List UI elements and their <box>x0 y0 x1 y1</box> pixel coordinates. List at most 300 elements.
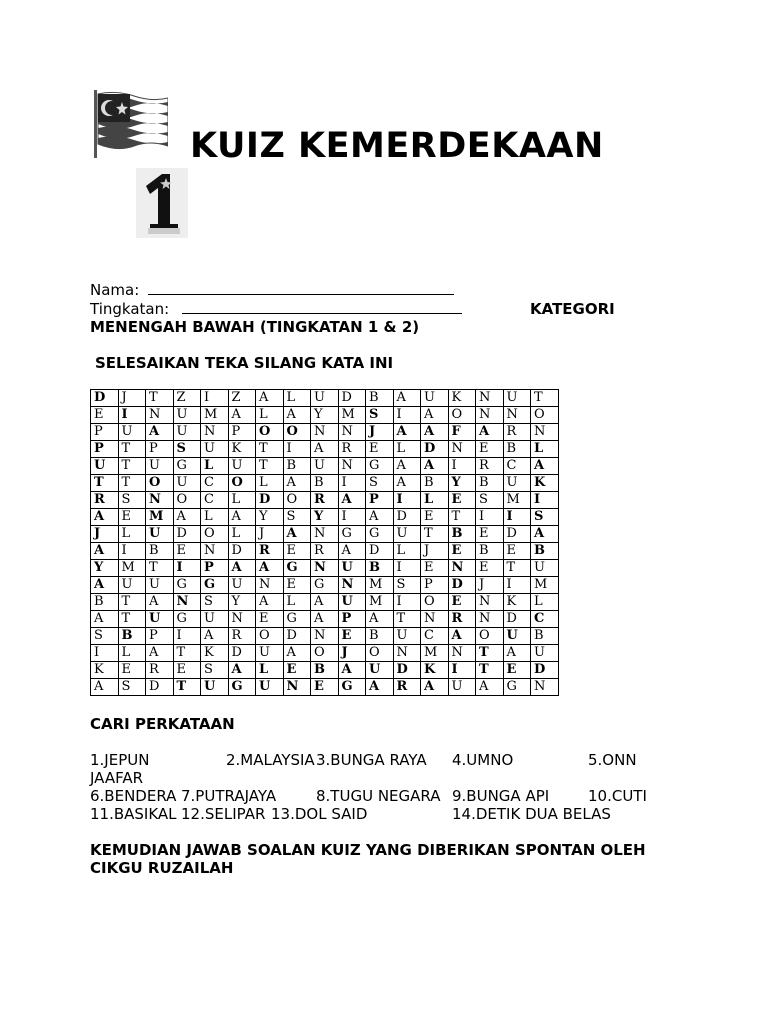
grid-cell[interactable]: U <box>503 628 531 645</box>
grid-cell[interactable]: T <box>173 645 201 662</box>
grid-cell[interactable]: I <box>283 441 311 458</box>
grid-cell[interactable]: J <box>118 390 146 407</box>
grid-cell[interactable]: S <box>91 628 119 645</box>
grid-cell[interactable]: P <box>228 424 256 441</box>
grid-cell[interactable]: G <box>173 458 201 475</box>
grid-cell[interactable]: A <box>256 594 284 611</box>
grid-cell[interactable]: Z <box>228 390 256 407</box>
grid-cell[interactable]: G <box>173 611 201 628</box>
grid-cell[interactable]: U <box>146 611 174 628</box>
grid-cell[interactable]: N <box>393 645 421 662</box>
grid-cell[interactable]: I <box>173 560 201 577</box>
grid-cell[interactable]: A <box>421 458 449 475</box>
grid-cell[interactable]: A <box>338 543 366 560</box>
grid-cell[interactable]: U <box>311 458 339 475</box>
grid-cell[interactable]: U <box>338 560 366 577</box>
grid-cell[interactable]: E <box>421 509 449 526</box>
grid-cell[interactable]: A <box>91 611 119 628</box>
grid-cell[interactable]: N <box>476 390 504 407</box>
grid-cell[interactable]: B <box>503 441 531 458</box>
grid-cell[interactable]: L <box>393 543 421 560</box>
grid-cell[interactable]: N <box>531 424 559 441</box>
grid-cell[interactable]: A <box>421 407 449 424</box>
grid-cell[interactable]: Y <box>311 509 339 526</box>
grid-cell[interactable]: A <box>476 424 504 441</box>
grid-cell[interactable]: L <box>283 390 311 407</box>
grid-cell[interactable]: M <box>503 492 531 509</box>
grid-cell[interactable]: N <box>476 407 504 424</box>
grid-cell[interactable]: G <box>283 560 311 577</box>
grid-cell[interactable]: A <box>503 645 531 662</box>
grid-cell[interactable]: A <box>531 526 559 543</box>
grid-cell[interactable]: B <box>283 458 311 475</box>
grid-cell[interactable]: D <box>256 492 284 509</box>
grid-cell[interactable]: N <box>173 594 201 611</box>
grid-cell[interactable]: L <box>531 594 559 611</box>
grid-cell[interactable]: L <box>256 475 284 492</box>
grid-cell[interactable]: O <box>311 645 339 662</box>
grid-cell[interactable]: O <box>201 526 229 543</box>
grid-cell[interactable]: P <box>91 424 119 441</box>
grid-cell[interactable]: E <box>476 526 504 543</box>
grid-cell[interactable]: A <box>228 407 256 424</box>
grid-cell[interactable]: Y <box>91 560 119 577</box>
grid-cell[interactable]: A <box>91 679 119 696</box>
grid-cell[interactable]: O <box>146 475 174 492</box>
grid-cell[interactable]: I <box>173 628 201 645</box>
grid-cell[interactable]: M <box>146 509 174 526</box>
grid-cell[interactable]: Y <box>311 407 339 424</box>
grid-cell[interactable]: T <box>146 560 174 577</box>
grid-cell[interactable]: G <box>283 611 311 628</box>
grid-cell[interactable]: R <box>311 543 339 560</box>
grid-cell[interactable]: I <box>393 407 421 424</box>
grid-cell[interactable]: T <box>448 509 476 526</box>
grid-cell[interactable]: N <box>311 526 339 543</box>
grid-cell[interactable]: U <box>146 526 174 543</box>
grid-cell[interactable]: E <box>283 577 311 594</box>
grid-cell[interactable]: B <box>531 628 559 645</box>
grid-cell[interactable]: S <box>201 662 229 679</box>
grid-cell[interactable]: A <box>146 594 174 611</box>
grid-cell[interactable]: E <box>91 407 119 424</box>
grid-cell[interactable]: T <box>173 679 201 696</box>
grid-cell[interactable]: Z <box>173 390 201 407</box>
grid-cell[interactable]: O <box>531 407 559 424</box>
grid-cell[interactable]: A <box>228 560 256 577</box>
grid-cell[interactable]: R <box>338 441 366 458</box>
grid-cell[interactable]: U <box>393 526 421 543</box>
grid-cell[interactable]: J <box>338 645 366 662</box>
grid-cell[interactable]: N <box>311 628 339 645</box>
grid-cell[interactable]: P <box>338 611 366 628</box>
grid-cell[interactable]: M <box>338 407 366 424</box>
grid-cell[interactable]: U <box>338 594 366 611</box>
grid-cell[interactable]: E <box>421 560 449 577</box>
grid-cell[interactable]: B <box>448 526 476 543</box>
grid-cell[interactable]: G <box>228 679 256 696</box>
grid-cell[interactable]: A <box>283 526 311 543</box>
grid-cell[interactable]: K <box>91 662 119 679</box>
grid-cell[interactable]: I <box>118 407 146 424</box>
grid-cell[interactable]: O <box>366 645 394 662</box>
grid-cell[interactable]: N <box>201 543 229 560</box>
grid-cell[interactable]: Y <box>228 594 256 611</box>
grid-cell[interactable]: A <box>421 679 449 696</box>
grid-cell[interactable]: A <box>283 407 311 424</box>
grid-cell[interactable]: N <box>201 424 229 441</box>
grid-cell[interactable]: A <box>338 662 366 679</box>
grid-cell[interactable]: N <box>448 645 476 662</box>
grid-cell[interactable]: U <box>256 645 284 662</box>
grid-cell[interactable]: L <box>118 526 146 543</box>
grid-cell[interactable]: R <box>393 679 421 696</box>
grid-cell[interactable]: A <box>393 390 421 407</box>
grid-cell[interactable]: O <box>421 594 449 611</box>
grid-cell[interactable]: I <box>338 475 366 492</box>
grid-cell[interactable]: U <box>366 662 394 679</box>
grid-cell[interactable]: G <box>503 679 531 696</box>
grid-cell[interactable]: B <box>91 594 119 611</box>
grid-cell[interactable]: E <box>311 679 339 696</box>
grid-cell[interactable]: I <box>503 577 531 594</box>
grid-cell[interactable]: I <box>201 390 229 407</box>
grid-cell[interactable]: S <box>531 509 559 526</box>
grid-cell[interactable]: T <box>256 458 284 475</box>
grid-cell[interactable]: A <box>366 679 394 696</box>
grid-cell[interactable]: C <box>503 458 531 475</box>
grid-cell[interactable]: M <box>366 577 394 594</box>
grid-cell[interactable]: I <box>476 509 504 526</box>
grid-cell[interactable]: K <box>503 594 531 611</box>
grid-cell[interactable]: D <box>146 679 174 696</box>
grid-cell[interactable]: S <box>173 441 201 458</box>
grid-cell[interactable]: D <box>173 526 201 543</box>
grid-cell[interactable]: U <box>256 679 284 696</box>
grid-cell[interactable]: K <box>228 441 256 458</box>
grid-cell[interactable]: D <box>393 509 421 526</box>
grid-cell[interactable]: D <box>91 390 119 407</box>
grid-cell[interactable]: A <box>393 458 421 475</box>
grid-cell[interactable]: P <box>146 441 174 458</box>
grid-cell[interactable]: U <box>448 679 476 696</box>
grid-cell[interactable]: N <box>256 577 284 594</box>
grid-cell[interactable]: U <box>228 577 256 594</box>
grid-cell[interactable]: D <box>366 543 394 560</box>
grid-cell[interactable]: I <box>393 594 421 611</box>
grid-cell[interactable]: N <box>421 611 449 628</box>
grid-cell[interactable]: B <box>366 628 394 645</box>
grid-cell[interactable]: R <box>256 543 284 560</box>
grid-cell[interactable]: T <box>118 611 146 628</box>
grid-cell[interactable]: D <box>283 628 311 645</box>
grid-cell[interactable]: O <box>173 492 201 509</box>
grid-cell[interactable]: S <box>201 594 229 611</box>
grid-cell[interactable]: T <box>476 662 504 679</box>
grid-cell[interactable]: A <box>338 492 366 509</box>
grid-cell[interactable]: S <box>366 475 394 492</box>
grid-cell[interactable]: A <box>91 509 119 526</box>
grid-cell[interactable]: U <box>228 458 256 475</box>
grid-cell[interactable]: L <box>283 594 311 611</box>
grid-cell[interactable]: C <box>421 628 449 645</box>
grid-cell[interactable]: O <box>256 424 284 441</box>
grid-cell[interactable]: N <box>338 577 366 594</box>
grid-cell[interactable]: N <box>228 611 256 628</box>
grid-cell[interactable]: P <box>146 628 174 645</box>
grid-cell[interactable]: E <box>173 543 201 560</box>
grid-cell[interactable]: L <box>421 492 449 509</box>
grid-cell[interactable]: B <box>531 543 559 560</box>
grid-cell[interactable]: L <box>256 662 284 679</box>
grid-cell[interactable]: A <box>311 594 339 611</box>
grid-cell[interactable]: L <box>256 407 284 424</box>
nama-field[interactable] <box>148 282 454 295</box>
grid-cell[interactable]: K <box>531 475 559 492</box>
grid-cell[interactable]: U <box>531 560 559 577</box>
grid-cell[interactable]: E <box>338 628 366 645</box>
grid-cell[interactable]: A <box>201 628 229 645</box>
grid-cell[interactable]: A <box>393 475 421 492</box>
grid-cell[interactable]: U <box>393 628 421 645</box>
grid-cell[interactable]: N <box>283 679 311 696</box>
grid-cell[interactable]: A <box>173 509 201 526</box>
grid-cell[interactable]: D <box>531 662 559 679</box>
grid-cell[interactable]: O <box>476 628 504 645</box>
grid-cell[interactable]: Y <box>448 475 476 492</box>
grid-cell[interactable]: U <box>173 424 201 441</box>
grid-cell[interactable]: U <box>531 645 559 662</box>
grid-cell[interactable]: O <box>448 407 476 424</box>
grid-cell[interactable]: N <box>448 560 476 577</box>
grid-cell[interactable]: L <box>201 458 229 475</box>
grid-cell[interactable]: G <box>366 458 394 475</box>
grid-cell[interactable]: U <box>503 475 531 492</box>
grid-cell[interactable]: A <box>283 645 311 662</box>
grid-cell[interactable]: B <box>366 560 394 577</box>
grid-cell[interactable]: A <box>421 424 449 441</box>
grid-cell[interactable]: M <box>421 645 449 662</box>
grid-cell[interactable]: A <box>531 458 559 475</box>
grid-cell[interactable]: P <box>421 577 449 594</box>
grid-cell[interactable]: I <box>448 662 476 679</box>
grid-cell[interactable]: U <box>173 407 201 424</box>
grid-cell[interactable]: G <box>311 577 339 594</box>
grid-cell[interactable]: E <box>283 543 311 560</box>
grid-cell[interactable]: J <box>91 526 119 543</box>
grid-cell[interactable]: L <box>201 509 229 526</box>
grid-cell[interactable]: U <box>201 679 229 696</box>
grid-cell[interactable]: U <box>503 390 531 407</box>
grid-cell[interactable]: S <box>366 407 394 424</box>
grid-cell[interactable]: D <box>503 526 531 543</box>
grid-cell[interactable]: A <box>366 509 394 526</box>
grid-cell[interactable]: B <box>311 662 339 679</box>
grid-cell[interactable]: M <box>366 594 394 611</box>
grid-cell[interactable]: B <box>311 475 339 492</box>
grid-cell[interactable]: D <box>228 543 256 560</box>
grid-cell[interactable]: E <box>173 662 201 679</box>
grid-cell[interactable]: G <box>338 679 366 696</box>
grid-cell[interactable]: A <box>476 679 504 696</box>
grid-cell[interactable]: R <box>146 662 174 679</box>
grid-cell[interactable]: J <box>421 543 449 560</box>
grid-cell[interactable]: L <box>393 441 421 458</box>
grid-cell[interactable]: N <box>476 594 504 611</box>
grid-cell[interactable]: A <box>311 611 339 628</box>
grid-cell[interactable]: L <box>531 441 559 458</box>
grid-cell[interactable]: U <box>146 458 174 475</box>
grid-cell[interactable]: P <box>201 560 229 577</box>
grid-cell[interactable]: D <box>503 611 531 628</box>
grid-cell[interactable]: M <box>531 577 559 594</box>
grid-cell[interactable]: T <box>118 594 146 611</box>
grid-cell[interactable]: B <box>421 475 449 492</box>
grid-cell[interactable]: U <box>173 475 201 492</box>
grid-cell[interactable]: E <box>118 662 146 679</box>
grid-cell[interactable]: K <box>448 390 476 407</box>
grid-cell[interactable]: N <box>338 424 366 441</box>
grid-cell[interactable]: A <box>393 424 421 441</box>
grid-cell[interactable]: R <box>91 492 119 509</box>
grid-cell[interactable]: O <box>283 424 311 441</box>
grid-cell[interactable]: R <box>311 492 339 509</box>
grid-cell[interactable]: R <box>476 458 504 475</box>
grid-cell[interactable]: E <box>366 441 394 458</box>
grid-cell[interactable]: I <box>118 543 146 560</box>
grid-cell[interactable]: U <box>118 577 146 594</box>
grid-cell[interactable]: N <box>146 492 174 509</box>
grid-cell[interactable]: B <box>476 475 504 492</box>
grid-cell[interactable]: K <box>421 662 449 679</box>
grid-cell[interactable]: D <box>448 577 476 594</box>
grid-cell[interactable]: N <box>503 407 531 424</box>
grid-cell[interactable]: D <box>393 662 421 679</box>
grid-cell[interactable]: E <box>448 594 476 611</box>
grid-cell[interactable]: I <box>503 509 531 526</box>
grid-cell[interactable]: C <box>531 611 559 628</box>
grid-cell[interactable]: C <box>201 492 229 509</box>
grid-cell[interactable]: R <box>228 628 256 645</box>
grid-cell[interactable]: I <box>531 492 559 509</box>
grid-cell[interactable]: T <box>118 458 146 475</box>
tingkatan-field[interactable] <box>182 301 462 314</box>
grid-cell[interactable]: E <box>283 662 311 679</box>
grid-cell[interactable]: I <box>393 492 421 509</box>
grid-cell[interactable]: T <box>503 560 531 577</box>
grid-cell[interactable]: G <box>201 577 229 594</box>
grid-cell[interactable]: I <box>91 645 119 662</box>
grid-cell[interactable]: U <box>118 424 146 441</box>
grid-cell[interactable]: T <box>118 441 146 458</box>
grid-cell[interactable]: T <box>393 611 421 628</box>
grid-cell[interactable]: N <box>448 441 476 458</box>
grid-cell[interactable]: D <box>338 390 366 407</box>
grid-cell[interactable]: S <box>393 577 421 594</box>
grid-cell[interactable]: S <box>283 509 311 526</box>
grid-cell[interactable]: P <box>366 492 394 509</box>
grid-cell[interactable]: L <box>228 492 256 509</box>
grid-cell[interactable]: P <box>91 441 119 458</box>
grid-cell[interactable]: N <box>338 458 366 475</box>
grid-cell[interactable]: I <box>393 560 421 577</box>
grid-cell[interactable]: B <box>476 543 504 560</box>
grid-cell[interactable]: S <box>118 492 146 509</box>
grid-cell[interactable]: N <box>311 560 339 577</box>
grid-cell[interactable]: A <box>91 543 119 560</box>
grid-cell[interactable]: T <box>146 390 174 407</box>
grid-cell[interactable]: R <box>448 611 476 628</box>
grid-cell[interactable]: G <box>366 526 394 543</box>
grid-cell[interactable]: T <box>476 645 504 662</box>
grid-cell[interactable]: N <box>476 611 504 628</box>
grid-cell[interactable]: J <box>476 577 504 594</box>
grid-cell[interactable]: T <box>118 475 146 492</box>
grid-cell[interactable]: I <box>448 458 476 475</box>
grid-cell[interactable]: B <box>146 543 174 560</box>
grid-cell[interactable]: E <box>476 441 504 458</box>
grid-cell[interactable]: I <box>338 509 366 526</box>
grid-cell[interactable]: U <box>201 611 229 628</box>
grid-cell[interactable]: T <box>531 390 559 407</box>
grid-cell[interactable]: A <box>366 611 394 628</box>
grid-cell[interactable]: O <box>228 475 256 492</box>
grid-cell[interactable]: J <box>256 526 284 543</box>
grid-cell[interactable]: T <box>421 526 449 543</box>
grid-cell[interactable]: M <box>201 407 229 424</box>
grid-cell[interactable]: U <box>146 577 174 594</box>
grid-cell[interactable]: L <box>118 645 146 662</box>
grid-cell[interactable]: S <box>118 679 146 696</box>
grid-cell[interactable]: A <box>146 645 174 662</box>
grid-cell[interactable]: M <box>118 560 146 577</box>
grid-cell[interactable]: T <box>91 475 119 492</box>
grid-cell[interactable]: U <box>421 390 449 407</box>
grid-cell[interactable]: U <box>311 390 339 407</box>
grid-cell[interactable]: Y <box>256 509 284 526</box>
grid-cell[interactable]: E <box>476 560 504 577</box>
grid-cell[interactable]: O <box>256 628 284 645</box>
grid-cell[interactable]: G <box>173 577 201 594</box>
grid-cell[interactable]: A <box>91 577 119 594</box>
grid-cell[interactable]: E <box>448 492 476 509</box>
grid-cell[interactable]: K <box>201 645 229 662</box>
grid-cell[interactable]: J <box>366 424 394 441</box>
grid-cell[interactable]: C <box>201 475 229 492</box>
grid-cell[interactable]: S <box>476 492 504 509</box>
grid-cell[interactable]: N <box>146 407 174 424</box>
grid-cell[interactable]: B <box>366 390 394 407</box>
grid-cell[interactable]: R <box>503 424 531 441</box>
grid-cell[interactable]: A <box>256 560 284 577</box>
grid-cell[interactable]: T <box>256 441 284 458</box>
grid-cell[interactable]: A <box>228 662 256 679</box>
grid-cell[interactable]: A <box>146 424 174 441</box>
grid-cell[interactable]: A <box>256 390 284 407</box>
grid-cell[interactable]: B <box>118 628 146 645</box>
grid-cell[interactable]: E <box>448 543 476 560</box>
grid-cell[interactable]: D <box>228 645 256 662</box>
grid-cell[interactable]: U <box>201 441 229 458</box>
grid-cell[interactable]: L <box>228 526 256 543</box>
grid-cell[interactable]: E <box>256 611 284 628</box>
grid-cell[interactable]: U <box>91 458 119 475</box>
grid-cell[interactable]: A <box>283 475 311 492</box>
grid-cell[interactable]: N <box>311 424 339 441</box>
grid-cell[interactable]: E <box>503 662 531 679</box>
grid-cell[interactable]: A <box>448 628 476 645</box>
grid-cell[interactable]: D <box>421 441 449 458</box>
